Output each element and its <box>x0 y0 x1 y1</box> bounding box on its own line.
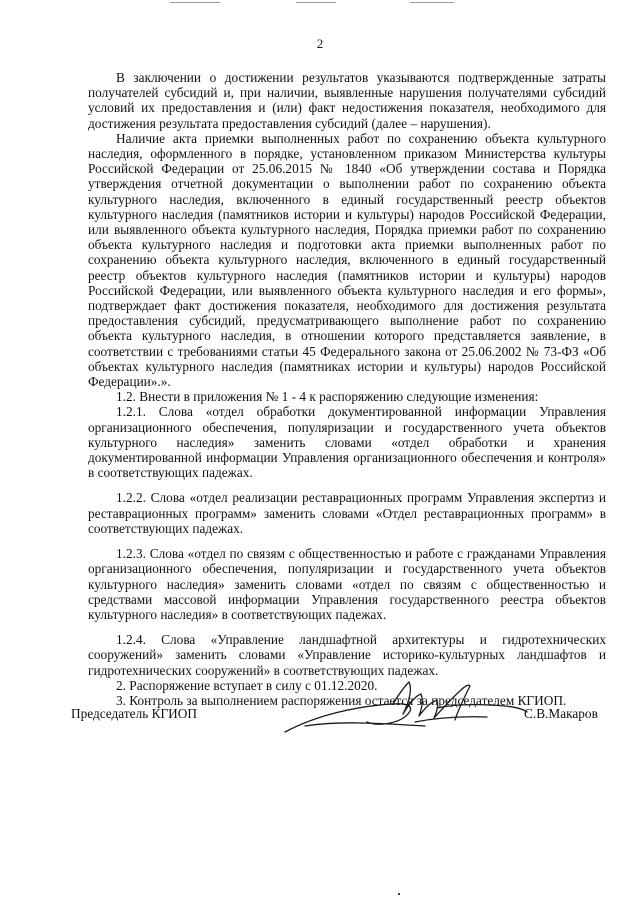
paragraph-results-conclusion: В заключении о достижении результатов указываются подтвержденные затраты получателей субсидий и, при наличии, выявленные нарушения получателями субсидий условий их предоставления и (или) факт недостижения показателя, необходимого для достижения результата предоставления субсидий (далее – нарушения). <box>88 70 606 131</box>
paragraph-item-1-2: 1.2. Внести в приложения № 1 - 4 к распоряжению следующие изменения: <box>116 389 539 405</box>
paragraph-item-1-2-1: 1.2.1. Слова «отдел обработки документированной информации Управления организационного обеспечения, популяризации и государственного учета объектов культурного наследия» заменить словами «отдел обработки и хранения документированной информации Управления организационного обеспечения и контроля» в соответствующих падежах. <box>88 404 606 481</box>
handwritten-signature <box>275 660 535 750</box>
scan-speck <box>398 893 400 895</box>
paragraph-item-1-2-4: 1.2.4. Слова «Управление ландшафтной архитектуры и гидротехнических сооружений» заменить словами «Управление историко-культурных ландшафтов и гидротехнических сооружений» в соответствующих падежах. <box>88 632 606 678</box>
paragraph-item-1-2-2: 1.2.2. Слова «отдел реализации реставрационных программ Управления экспертиз и реставрационных программ» заменить словами «Отдел реставрационных программ» в соответствующих падежах. <box>88 490 606 536</box>
document-body <box>88 70 606 708</box>
signatory-title: Председатель КГИОП <box>71 706 197 721</box>
paragraph-item-2: 2. Распоряжение вступает в силу с 01.12.2020. <box>116 677 378 693</box>
top-edge-line <box>170 2 220 3</box>
paragraph-item-1-2-3: 1.2.3. Слова «отдел по связям с общественностью и работе с гражданами Управления организационного обеспечения, популяризации и государственного учета объектов культурного наследия» заменить словами «отдел по связям с общественностью и средствами массовой информации Управления государственного реестра объектов культурного наследия» в соответствующих падежах. <box>88 546 606 622</box>
signatory-name: С.В.Макаров <box>524 706 598 721</box>
paragraph-item-3: 3. Контроль за выполнением распоряжения остается за председателем КГИОП. <box>116 692 567 708</box>
top-edge-line <box>296 2 336 3</box>
page-number: 2 <box>316 36 324 51</box>
paragraph-acceptance-act: Наличие акта приемки выполненных работ по сохранению объекта культурного наследия, оформленного в порядке, установленном приказом Министерства культуры Российской Федерации от 25.06.2015 № 1840 «Об утверждении состава и Порядка утверждения отчетной документации о выполнении работ по сохранению объекта культурного наследия, включенного в единый государственный реестр объектов культурного наследия (памятников истории и культуры) народов Российской Федерации, или выявленного объекта культурного наследия, Порядка приемки работ по сохранению объекта культурного наследия и подготовки акта приемки выполненных работ по сохранению объекта культурного наследия, включенного в единый государственный реестр объектов культурного наследия (памятников истории и культуры) народов Российской Федерации, или выявленного объекта культурного наследия и его формы», подтверждает факт достижения показателя, необходимого для достижения результата предоставления субсидий, предусматривающего выполнение работ по сохранению объекта культурного наследия, в отношении которого представляется заявление, в соответствии с требованиями статьи 45 Федерального закона от 25.06.2002 № 73-ФЗ «Об объектах культурного наследия (памятниках истории и культуры) народов Российской Федерации».». <box>88 130 606 390</box>
top-edge-line <box>410 2 454 3</box>
